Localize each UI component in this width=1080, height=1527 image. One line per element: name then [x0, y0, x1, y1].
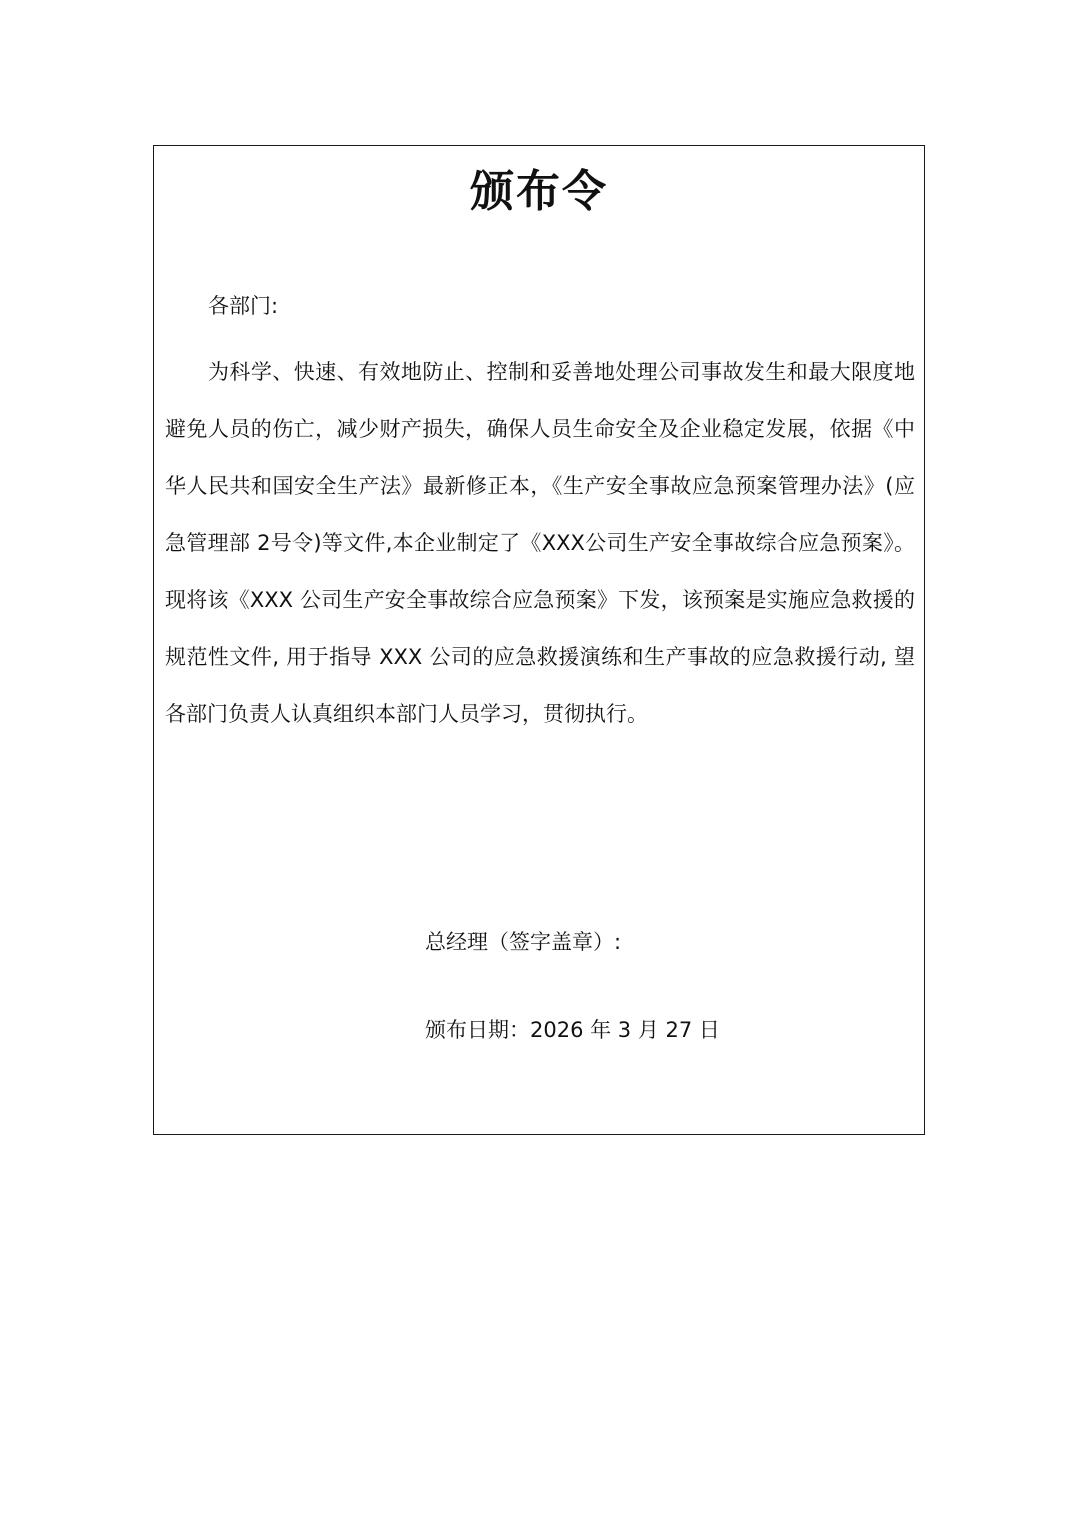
issue-date: 颁布日期：2026 年 3 月 27 日	[425, 1018, 720, 1042]
document-frame	[153, 145, 925, 1135]
document-title: 颁布令	[470, 166, 608, 217]
signature-label: 总经理（签字盖章）:	[425, 930, 622, 954]
salutation: 各部门:	[208, 294, 279, 318]
body-paragraph: 为科学、快速、有效地防止、控制和妥善地处理公司事故发生和最大限度地避免人员的伤亡，减少财产损失，确保人员生命安全及企业稳定发展，依据《中华人民共和国安全生产法》最新修正本，《生产安全事故应急预案管理办法》(应急管理部 2号令)等文件,本企业制定了《XXX公司生产安全事故综合应急预案》。现将该《XXX 公司生产安全事故综合应急预案》下发，该预案是实施应急救援的规范性文件, 用于指导 XXX 公司的应急救援演练和生产事故的应急救援行动, 望各部门负责人认真组织本部门人员学习，贯彻执行。	[165, 360, 915, 726]
